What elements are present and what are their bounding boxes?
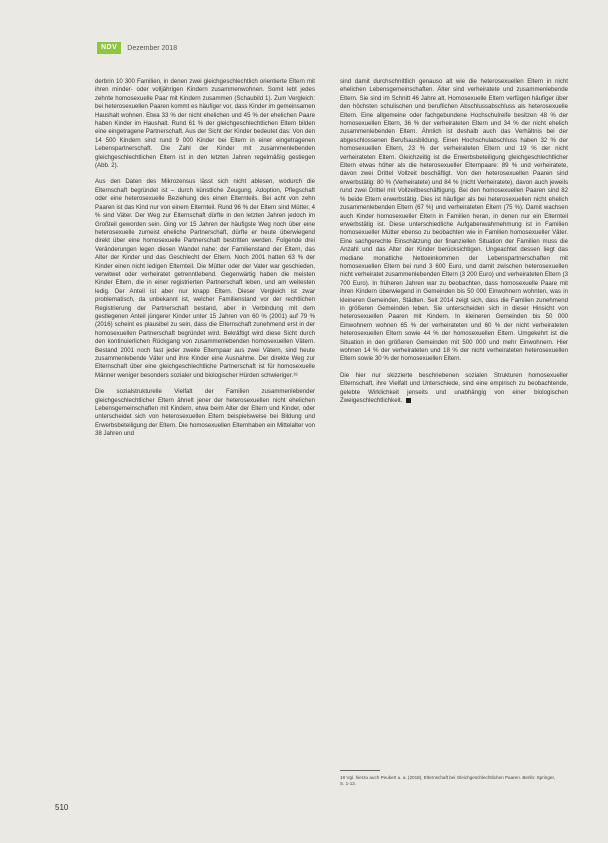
- paragraph-text: Die hier nur skizzierte beschriebenen sozialen Strukturen homosexueller Elternschaft, ihre Vielfalt und Unterschiede, sind eine empirisch zu beobachtende, gelebte Wirklichkeit jenseits und unabhängig von einer biologischen Zweigeschlechtlichkeit.: [340, 371, 568, 405]
- end-mark-icon: [406, 398, 411, 403]
- paragraph: Aus den Daten des Mikrozensus lässt sich nicht ablesen, wodurch die Elternschaft begründet ist – durch künstliche Zeugung, Adoption, Pflegschaft oder eine heterosexuelle Beziehung des einen Elternteils. Bei acht von zehn Paaren ist das Kind nur von einem Elternteil. Rund 96 % der Eltern sind Mütter, 4 % sind Väter. Der Weg zur Elternschaft dürfte in den letzten Jahren jedoch im Großteil geworden sein. Ging vor 15 Jahren der häufigste Weg noch über eine heterosexuelle zumeist eheliche Partnerschaft, dürfte er heute überwiegend direkt über eine homosexuelle Partnerschaft bestritten werden. Folgende drei Veränderungen legen diesen Wandel nahe: der Familienstand der Eltern, das Alter der Kinder und das Geschlecht der Eltern. Noch 2001 hatten 63 % der Kinder einen nicht ledigen Elternteil. Die Mütter oder der Vater war geschieden, verwitwet oder verheiratet getrenntlebend. Gegenwärtig haben die meisten Kinder Eltern, die in einer registrierten Partnerschaft leben, und am weitesten ledig. Der Anteil ist aber nur knapp Eltern. Dieser Vergleich ist zwar problematisch, da unbekannt ist, welcher Familienstand vor der rechtlichen Registrierung der Partnerschaft bestand, aber in Verbindung mit dem gestiegenen Anteil jüngerer Kinder unter 15 Jahren von 60 % (2001) auf 79 % (2016) scheint es plausibel zu sein, dass die Elternschaft zunehmend erst in der homosexuellen Partnerschaft begründet wird. Bekräftigt wird diese Sicht durch den kontinuierlichen Rückgang von zusammenlebenden homosexuellen Vätern. Bestand 2001 noch fast jeder zweite Elternpaar aus zwei Vätern, sind heute zusammenlebende Väter und ihre Kinder eine Ausnahme. Der direkte Weg zur Elternschaft über eine gleichgeschlechtliche Partnerschaft ist für homosexuelle Männer weniger besonders sozialer und biologischer Hürden schwieriger.¹⁸: [95, 178, 315, 379]
- left-column: [95, 78, 315, 447]
- journal-logo: NDV: [97, 42, 121, 54]
- footnote-divider: [340, 770, 380, 771]
- right-column: [340, 78, 568, 413]
- issue-label: Dezember 2018: [127, 44, 178, 52]
- page-header: [97, 42, 177, 54]
- page-number: 510: [55, 803, 69, 812]
- footnote: 18 Vgl. hierzu auch Peukert u. a. (2018), Elternschaft bei Gleichgeschlechtlichen Paaren. Berlin: Springer, S. 1-12.: [340, 775, 556, 786]
- paragraph: sind damit durchschnittlich genauso alt wie die heterosexuellen Eltern in nicht ehelichen Lebensgemeinschaften. Älter sind verheiratete und zusammenlebende Eltern. Sie sind im Schnitt 46 Jahre alt. Homosexuelle Eltern verfügen häufiger über den höchsten schulischen und beruflichen Abschlussabschluss als heterosexuelle Eltern. Eine allgemeine oder fachgebundene Hochschulreife besitzen 48 % der homosexuellen Eltern, 36 % der verheirateten Eltern und 34 % der nicht ehelich zusammenlebenden Eltern. Ähnlich ist deshalb auch das Verhältnis bei der abgeschlossenen Berufsausbildung. Einen Hochschulabschluss haben 32 % der homosexuellen Eltern, 23 % der verheirateten Eltern und 19 % der nicht verheirateten Eltern. Gleichzeitig ist die Erwerbsbeteiligung gleichgeschlechtlicher Eltern etwas höher als die heterosexueller Elternpaare: 89 % und verheiratete, davon zwei Drittel Vollzeit beschäftigt. Von den heterosexuellen Paaren sind erwerbstätig: 80 % (Verheiratete) und 84 % (nicht Verheiratete), davon auch jeweils rund zwei Drittel mit Vollzeitbeschäftigung. Bei den homosexuellen Paaren sind 82 % beide Eltern erwerbstätig. Dies ist häufiger als bei heterosexuellen nicht ehelich zusammenlebenden Eltern (67 %) und verheirateten Eltern (75 %). Damit wachsen auch Kinder homosexueller Eltern in Familien heran, in denen nur ein Elternteil erwerbstätig ist. Diese unterschiedliche Aufgabenwahrnehmung ist in Familien homosexueller Mütter ebenso zu beobachten wie in Familien homosexueller Väter. Eine sachgerechte Einschätzung der finanziellen Situation der Familien muss die Anzahl und das Alter der Kinder berücksichtigen. Ungeachtet dessen liegt das mediane monatliche Nettoeinkommen der Lebenspartnerschaften mit homosexuellen Eltern bei rund 3 600 Euro, und damit zwischen heterosexuellen nicht verheiratet zusammenlebenden Eltern (3 200 Euro) und verheirateten Eltern (3 700 Euro). In früheren Jahren war zu beobachten, dass homosexuelle Paare mit ihren Kindern überwiegend in Gemeinden bis 50 000 Einwohnern wohnten, was in kleineren Gemeinden, Städten. Seit 2014 zeigt sich, dass die Familien zunehmend in größeren Gemeinden leben. Sie unterscheiden sich in dieser Hinsicht von heterosexuellen Paaren mit Kindern. In kleineren Gemeinden bis 50 000 Einwohnern wohnen 65 % der verheirateten und 60 % der nicht verheirateten heterosexuellen Eltern sowie 44 % der homosexuellen Eltern. Umgekehrt ist die Situation in den größeren Gemeinden mit 500 000 und mehr Einwohnern. Hier wohnen 14 % der verheirateten und 18 % der nicht verheirateten heterosexuellen Eltern sowie 30 % der homosexuellen Eltern.: [340, 78, 568, 363]
- paragraph-final: [340, 372, 568, 406]
- paragraph: derbrin 10 300 Familien, in denen zwei gleichgeschlechtlich orientierte Eltern mit ihren minder- oder volljährigen Kindern zusammenwohnen. Somit lebt jedes zehnte homosexuelle Paar mit Kindern zusammen (Schaubild 1). Zum Vergleich: bei heterosexuellen Paaren kommt es häufiger vor, dass Kinder im gemeinsamen Haushalt wohnen. Etwa 33 % der nicht ehelichen und 45 % der ehelichen Paare haben Kinder im Haushalt. Rund 61 % der gleichgeschlechtlichen Eltern bilden eine eingetragene Partnerschaft. Aus der Sicht der Kinder bedeutet das: Von den 14 500 Kindern sind rund 9 000 Kinder bei Eltern in einer eingetragenen Lebenspartnerschaft. Die Zahl der Kinder mit zusammenlebenden gleichgeschlechtlichen Eltern ist in den letzten Jahren regelmäßig gestiegen (Abb. 2).: [95, 78, 315, 170]
- paragraph: Die sozialstrukturelle Vielfalt der Familien zusammenlebender gleichgeschlechtlicher Eltern ähnelt jener der heterosexuellen nicht ehelichen Lebensgemeinschaften mit Kindern, etwa beim Alter der Eltern und Kinder, oder unterscheidet sich von heterosexuellen Eltern beispielsweise bei Bildung und Erwerbsbeteiligung der Eltern. Die homosexuellen Elternhaben ein Mittelalter von 38 Jahren und: [95, 388, 315, 438]
